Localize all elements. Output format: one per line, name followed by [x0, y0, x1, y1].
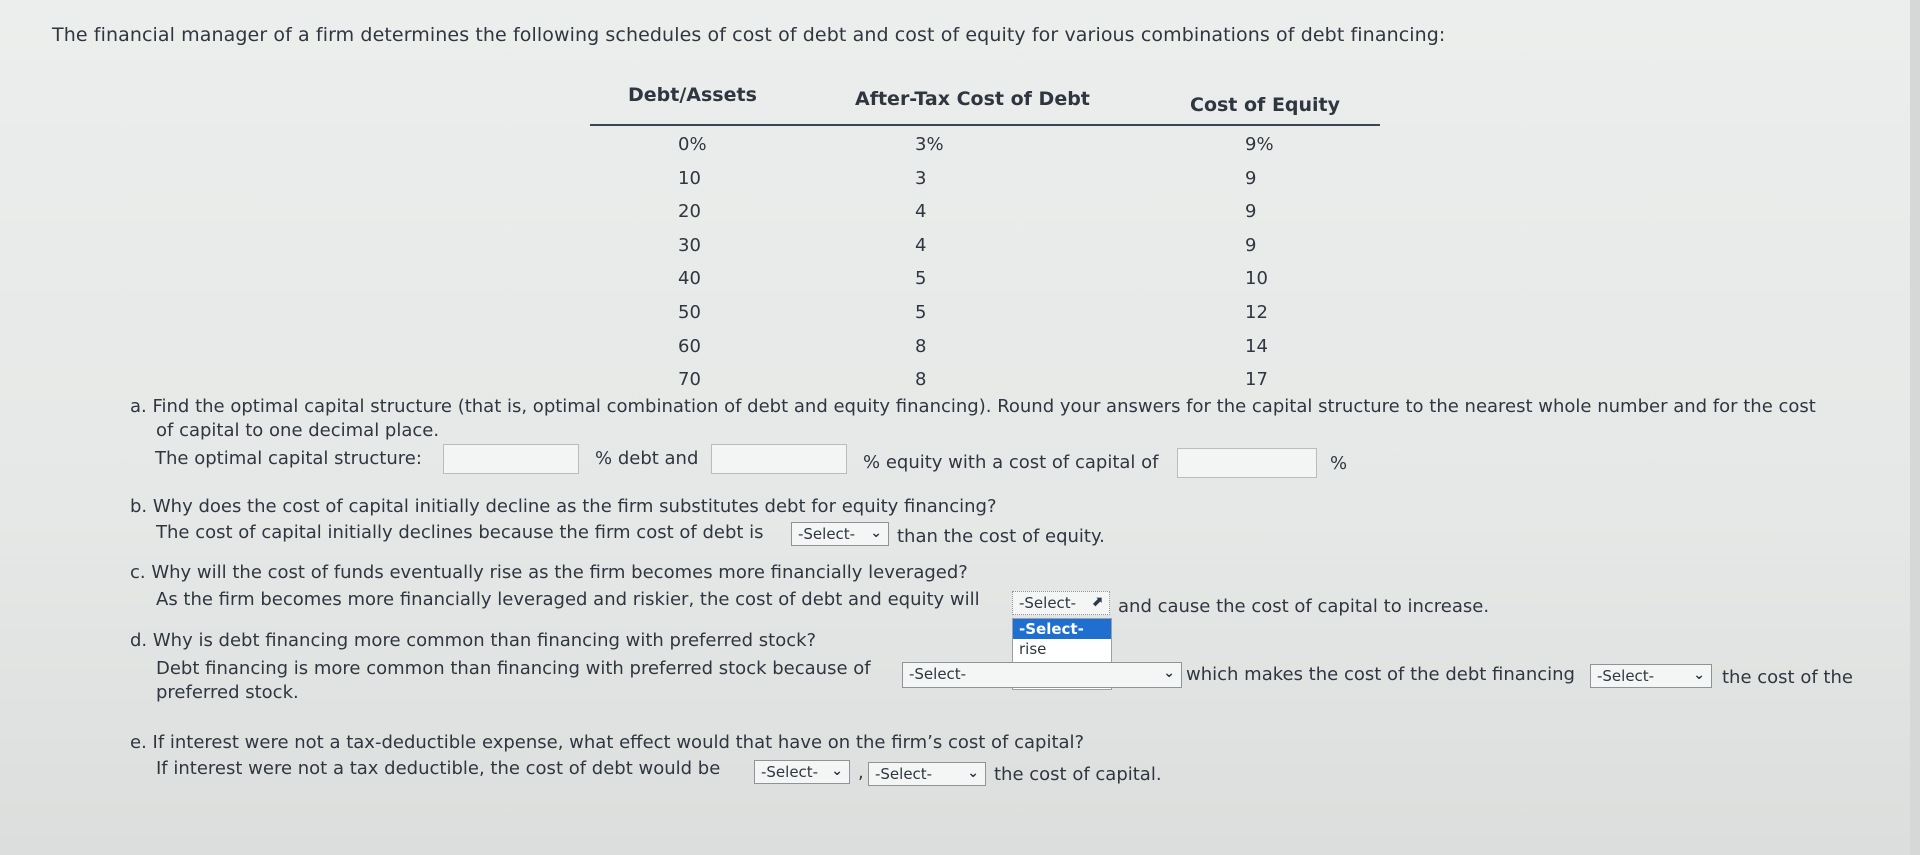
question-b-answer-lead: The cost of capital initially declines because the firm cost of debt is: [156, 522, 764, 543]
equity-suffix-label: % equity with a cost of capital of: [863, 452, 1159, 473]
debt-suffix-label: % debt and: [595, 448, 699, 469]
cell-debt-assets: 20: [678, 201, 701, 223]
table-row: [590, 328, 1380, 362]
cell-debt-assets: 50: [678, 301, 701, 323]
cell-cost-of-debt: 8: [915, 335, 927, 357]
header-debt-assets: Debt/Assets: [628, 84, 757, 106]
question-e-select2-wrap[interactable]: [868, 762, 986, 786]
table-row: [590, 126, 1380, 160]
debt-percent-input[interactable]: [443, 444, 579, 474]
cost-of-capital-input[interactable]: [1177, 448, 1317, 478]
question-d-answer-end: preferred stock.: [156, 682, 299, 703]
percent-label: %: [1330, 453, 1348, 474]
header-after-tax-cost-of-debt: After-Tax Cost of Debt: [855, 88, 1090, 110]
table-body: [590, 126, 1380, 395]
select-value: -Select-: [909, 665, 967, 683]
cell-cost-of-equity: 9: [1245, 167, 1257, 189]
question-e-answer-lead: If interest were not a tax deductible, the cost of debt would be: [156, 758, 721, 779]
cell-cost-of-debt: 3: [915, 167, 927, 189]
chevron-down-icon: ⌄: [967, 765, 979, 781]
cell-cost-of-equity: 9: [1245, 234, 1257, 256]
dropdown-option-rise[interactable]: rise: [1019, 640, 1047, 658]
dropdown-option-select[interactable]: -Select-: [1013, 619, 1111, 639]
question-b-answer-tail: than the cost of equity.: [897, 526, 1105, 547]
question-c-text: c. Why will the cost of funds eventually rise as the firm becomes more financially leveraged?: [130, 562, 968, 583]
comma-separator: ,: [858, 762, 864, 783]
select-value: -Select-: [761, 763, 819, 781]
question-d-answer-middle: which makes the cost of the debt financing: [1186, 664, 1575, 685]
question-d-text: d. Why is debt financing more common than financing with preferred stock?: [130, 630, 817, 651]
debt-reason-select[interactable]: [902, 662, 1182, 688]
table-row: [590, 193, 1380, 227]
question-b-text: b. Why does the cost of capital initially decline as the firm substitutes debt for equity financing?: [130, 496, 997, 517]
question-e-answer-tail: the cost of capital.: [994, 764, 1162, 785]
page-scrollbar[interactable]: [1910, 0, 1920, 855]
question-d-select1-wrap[interactable]: [902, 662, 1182, 688]
question-e-select1-wrap[interactable]: [754, 760, 850, 784]
cell-cost-of-debt: 4: [915, 201, 927, 223]
question-a-text: a. Find the optimal capital structure (that is, optimal combination of debt and equity financing). Round your answers for the capital structure to the nearest whole number and for the cost: [130, 396, 1816, 417]
cell-debt-assets: 60: [678, 335, 701, 357]
select-value: -Select-: [798, 525, 856, 543]
select-value: -Select-: [1597, 667, 1655, 685]
question-e-text: e. If interest were not a tax-deductible expense, what effect would that have on the firm’s cost of capital?: [130, 732, 1085, 753]
cell-debt-assets: 30: [678, 234, 701, 256]
cell-cost-of-debt: 4: [915, 234, 927, 256]
question-a-text-cont: of capital to one decimal place.: [156, 420, 440, 441]
table-row: [590, 361, 1380, 395]
cost-of-debt-comparison-select[interactable]: [791, 522, 889, 546]
cell-debt-assets: 70: [678, 369, 701, 391]
chevron-down-icon: ⌄: [1693, 667, 1705, 683]
question-a: [130, 395, 1900, 443]
problem-intro: The financial manager of a firm determines the following schedules of cost of debt and cost of equity for various combinations of debt financing:: [52, 24, 1446, 46]
table-row: [590, 294, 1380, 328]
question-d-answer-lead: Debt financing is more common than financing with preferred stock because of: [156, 658, 871, 679]
question-b-select[interactable]: [791, 522, 889, 546]
cell-debt-assets: 10: [678, 167, 701, 189]
chevron-down-icon: ⌄: [1163, 665, 1175, 681]
optimal-structure-label: The optimal capital structure:: [155, 448, 422, 469]
chevron-down-icon: ⌄: [831, 763, 843, 779]
question-d-answer-tail: the cost of the: [1722, 667, 1853, 688]
cursor-pointer-icon: ⬈: [1091, 594, 1103, 610]
table-row: [590, 227, 1380, 261]
debt-cost-comparison-select[interactable]: [1590, 664, 1712, 688]
cost-of-capital-effect-select[interactable]: [868, 762, 986, 786]
table-row: [590, 160, 1380, 194]
select-value: -Select-: [1019, 594, 1077, 612]
chevron-down-icon: ⌄: [870, 525, 882, 541]
cell-cost-of-debt: 3%: [915, 134, 944, 155]
cell-cost-of-equity: 17: [1245, 369, 1268, 391]
question-d-select2-wrap[interactable]: [1590, 664, 1712, 688]
question-c-answer-lead: As the firm becomes more financially leveraged and riskier, the cost of debt and equity will: [156, 589, 980, 610]
cell-debt-assets: 40: [678, 268, 701, 290]
select-value: -Select-: [875, 765, 933, 783]
cell-cost-of-equity: 12: [1245, 301, 1268, 323]
table-header: [590, 80, 1380, 126]
question-c-answer-tail: and cause the cost of capital to increase.: [1118, 596, 1490, 617]
cell-cost-of-equity: 9: [1245, 201, 1257, 223]
equity-percent-input[interactable]: [711, 444, 847, 474]
cell-cost-of-debt: 5: [915, 301, 927, 323]
cell-cost-of-equity: 9%: [1245, 134, 1274, 155]
cost-schedule-table: [590, 80, 1380, 395]
cost-trend-select[interactable]: [1012, 591, 1110, 615]
cost-of-debt-effect-select[interactable]: [754, 760, 850, 784]
header-cost-of-equity: Cost of Equity: [1190, 94, 1341, 116]
cell-cost-of-equity: 14: [1245, 335, 1268, 357]
cell-debt-assets: 0%: [678, 134, 707, 155]
cell-cost-of-debt: 8: [915, 369, 927, 391]
cell-cost-of-equity: 10: [1245, 268, 1268, 290]
cell-cost-of-debt: 5: [915, 268, 927, 290]
question-c-select-wrap[interactable]: [1012, 591, 1110, 615]
table-row: [590, 260, 1380, 294]
